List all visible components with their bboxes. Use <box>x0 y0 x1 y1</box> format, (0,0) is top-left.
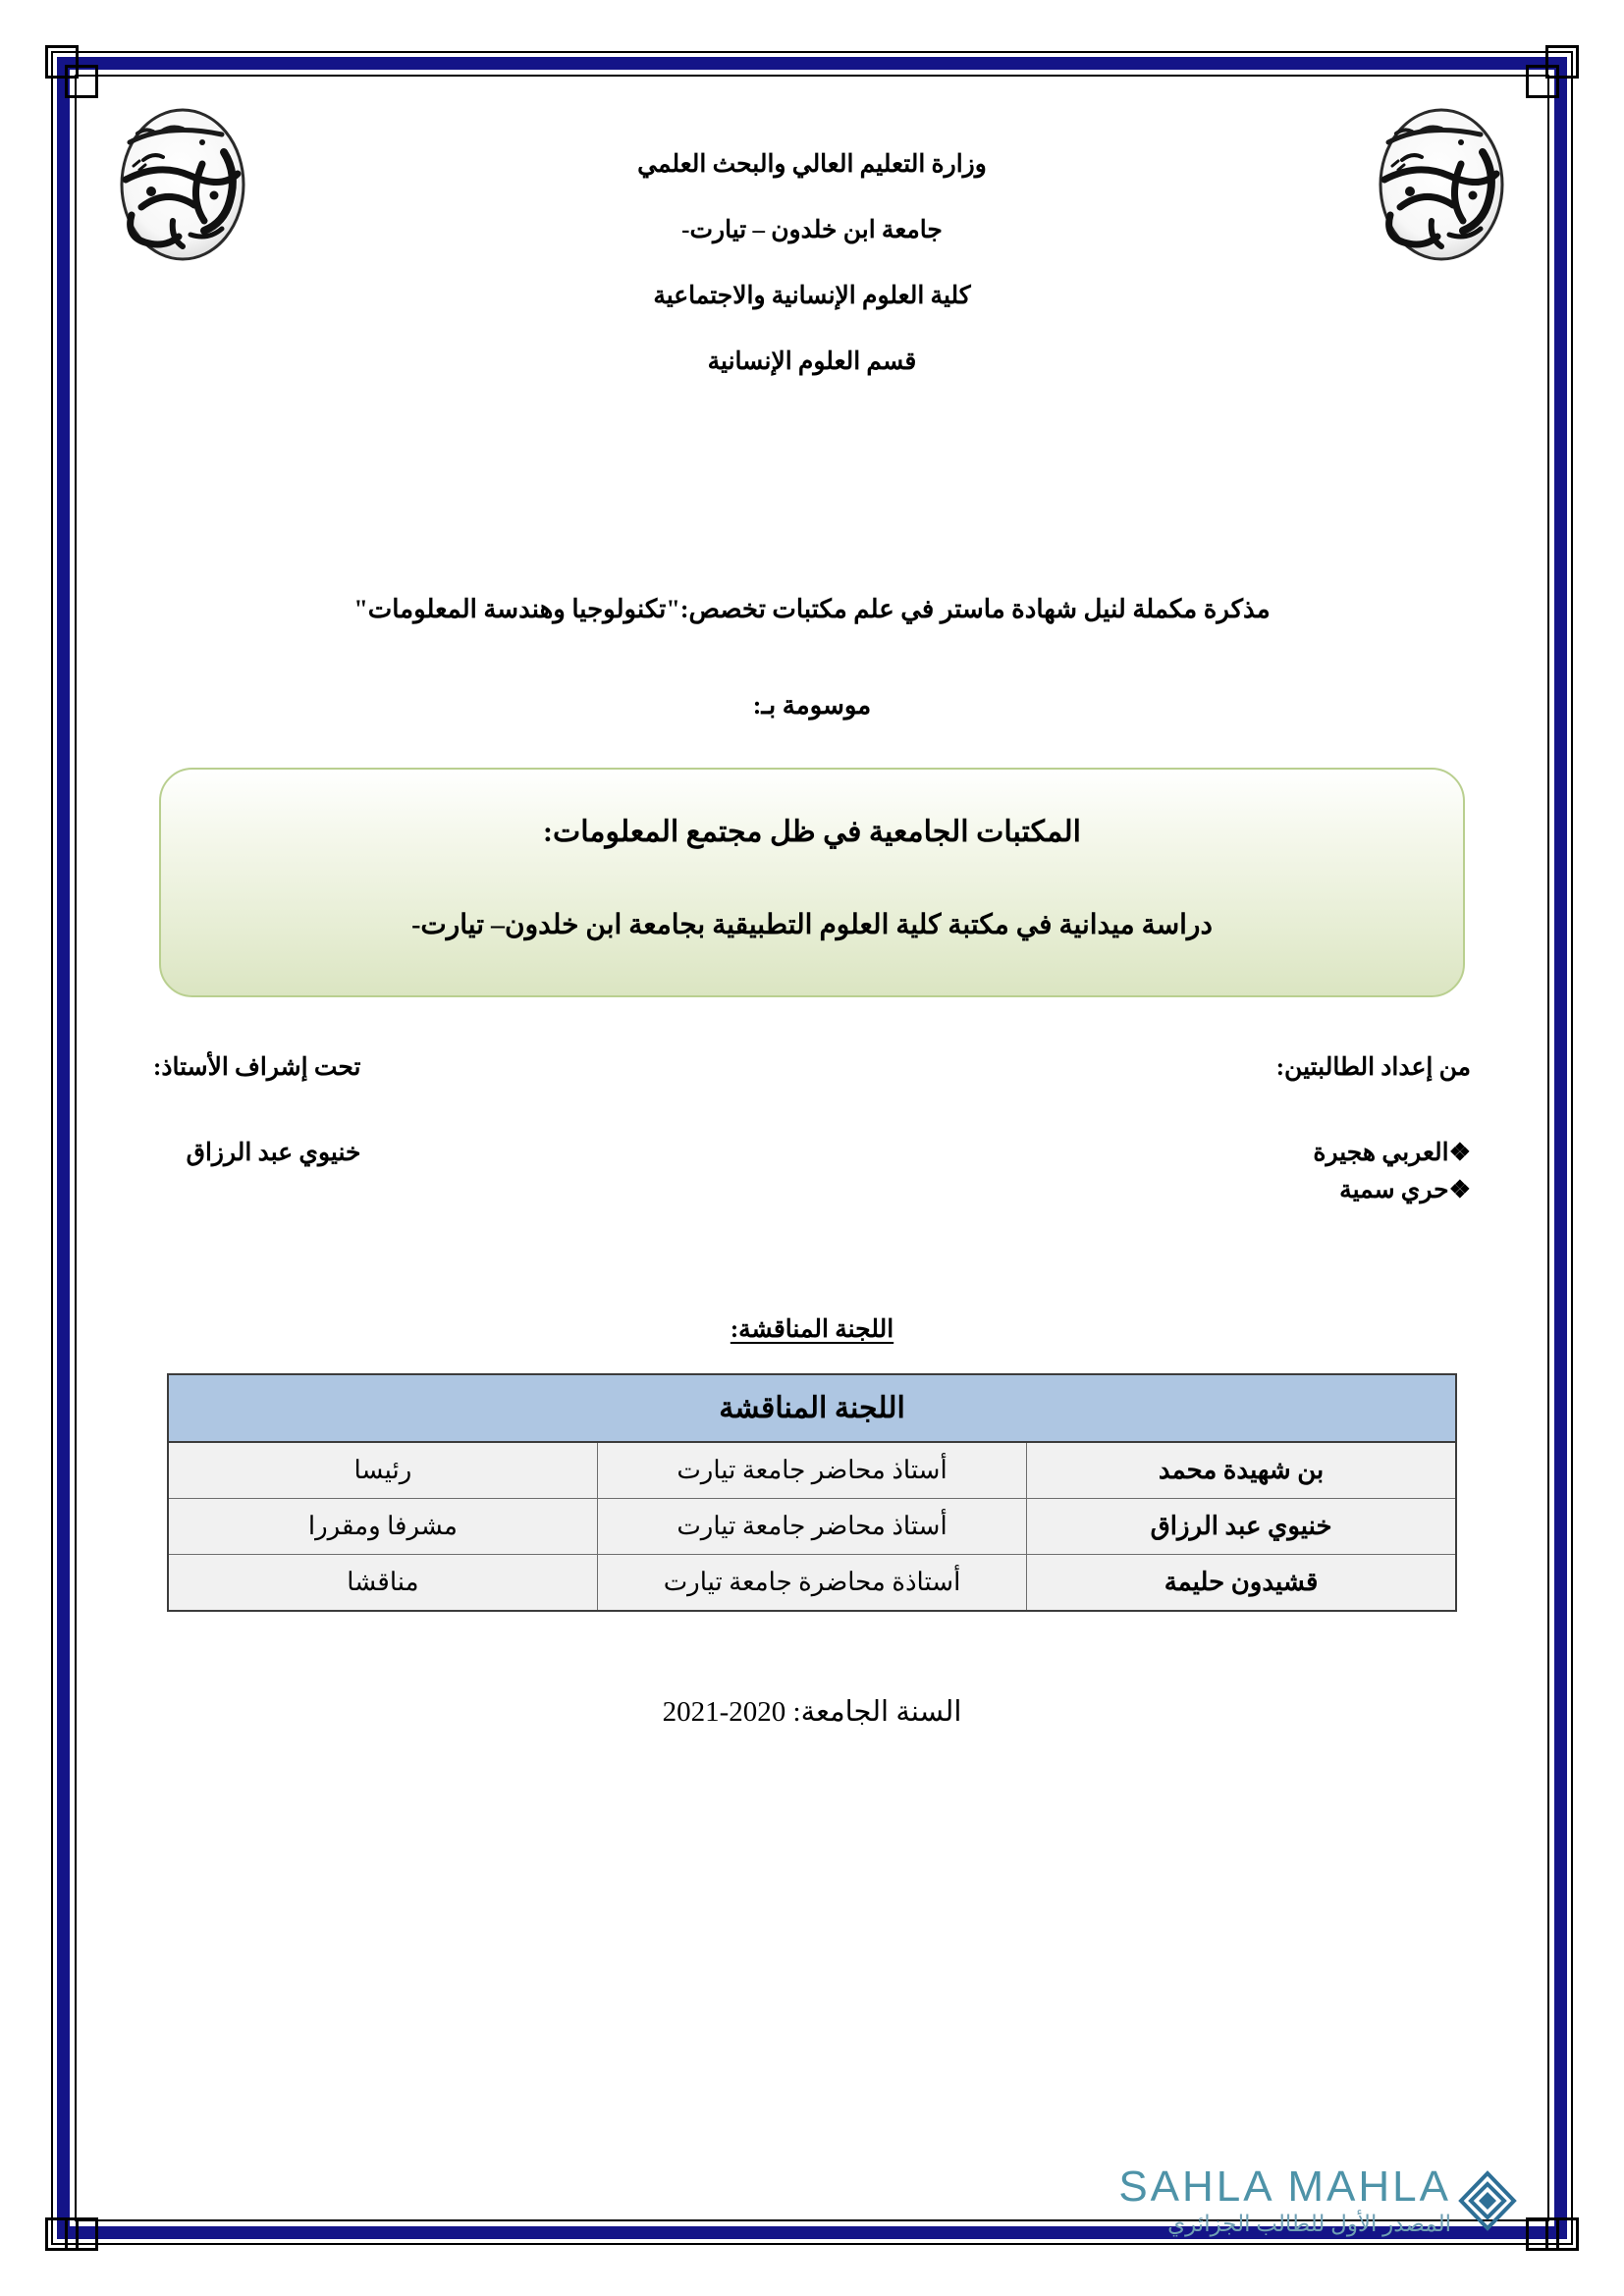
watermark-tagline: المصدر الأول للطالب الجزائري <box>1167 2212 1451 2236</box>
student-name-1: ❖العربي هجيرة <box>1313 1139 1471 1166</box>
header-line-university: جامعة ابن خلدون – تيارت- <box>681 217 943 243</box>
header-text-block <box>257 105 1367 415</box>
committee-table-wrapper <box>167 1373 1457 1612</box>
committee-member-role-1: رئيسا <box>168 1442 597 1499</box>
document-header <box>108 93 1516 415</box>
corner-square-bottom-right-inner <box>1526 2217 1559 2251</box>
header-line-faculty: كلية العلوم الإنسانية والاجتماعية <box>653 283 971 309</box>
header-line-department: قسم العلوم الإنسانية <box>707 348 917 375</box>
committee-table-header-row <box>168 1374 1456 1442</box>
thesis-title-box <box>159 768 1465 996</box>
corner-square-bottom-right-outer <box>1545 2217 1579 2251</box>
corner-square-bottom-left-inner <box>65 2217 98 2251</box>
supervisor-name: خنيوي عبد الرزاق <box>186 1139 361 1166</box>
university-logo-right <box>1367 105 1516 264</box>
corner-square-bottom-left-outer <box>45 2217 79 2251</box>
table-row <box>168 1442 1456 1499</box>
corner-square-top-left-inner <box>65 65 98 98</box>
committee-member-rank-3: أستاذة محاضرة جامعة تيارت <box>597 1555 1026 1612</box>
watermark-brand: SAHLA MAHLA <box>1118 2163 1451 2211</box>
students-label: من إعداد الطالبتين: <box>1275 1053 1471 1081</box>
committee-member-role-2: مشرفا ومقررا <box>168 1499 597 1555</box>
corner-square-top-left-outer <box>45 45 79 79</box>
academic-year: السنة الجامعة: 2020-2021 <box>662 1696 962 1729</box>
page-content <box>108 93 1516 2203</box>
marked-by-label: موسومة بـ: <box>752 691 872 721</box>
degree-statement-block <box>108 594 1516 721</box>
student-name-2: ❖حري سمية <box>1339 1177 1471 1204</box>
committee-member-role-3: مناقشا <box>168 1555 597 1612</box>
university-logo-left <box>108 105 257 264</box>
committee-member-name-3: قشيدون حليمة <box>1027 1555 1456 1612</box>
table-row <box>168 1499 1456 1555</box>
corner-square-top-right-inner <box>1526 65 1559 98</box>
committee-table <box>167 1373 1457 1612</box>
thesis-title-main: المكتبات الجامعية في ظل مجتمع المعلومات: <box>543 816 1081 849</box>
students-column <box>1276 1052 1471 1211</box>
committee-heading-text: اللجنة المناقشة: <box>730 1316 894 1344</box>
committee-heading <box>108 1314 1516 1344</box>
authors-and-supervisor <box>108 1052 1516 1211</box>
supervisor-column <box>153 1052 419 1211</box>
committee-member-rank-2: أستاذ محاضر جامعة تيارت <box>597 1499 1026 1555</box>
thesis-title-subtitle: دراسة ميدانية في مكتبة كلية العلوم التطبيقية بجامعة ابن خلدون– تيارت- <box>411 910 1213 941</box>
degree-statement: مذكرة مكملة لنيل شهادة ماستر في علم مكتبات تخصص:"تكنولوجيا وهندسة المعلومات" <box>353 595 1271 623</box>
committee-member-name-2: خنيوي عبد الرزاق <box>1027 1499 1456 1555</box>
corner-square-top-right-outer <box>1545 45 1579 79</box>
table-row <box>168 1555 1456 1612</box>
watermark-text <box>1118 2165 1451 2235</box>
supervisor-label: تحت إشراف الأستاذ: <box>153 1053 361 1081</box>
sahla-mahla-watermark <box>1118 2165 1518 2235</box>
committee-member-name-1: بن شهيدة محمد <box>1027 1442 1456 1499</box>
committee-table-title: اللجنة المناقشة <box>168 1374 1456 1442</box>
watermark-diamond-icon <box>1457 2170 1518 2231</box>
committee-member-rank-1: أستاذ محاضر جامعة تيارت <box>597 1442 1026 1499</box>
header-line-ministry: وزارة التعليم العالي والبحث العلمي <box>637 151 987 178</box>
